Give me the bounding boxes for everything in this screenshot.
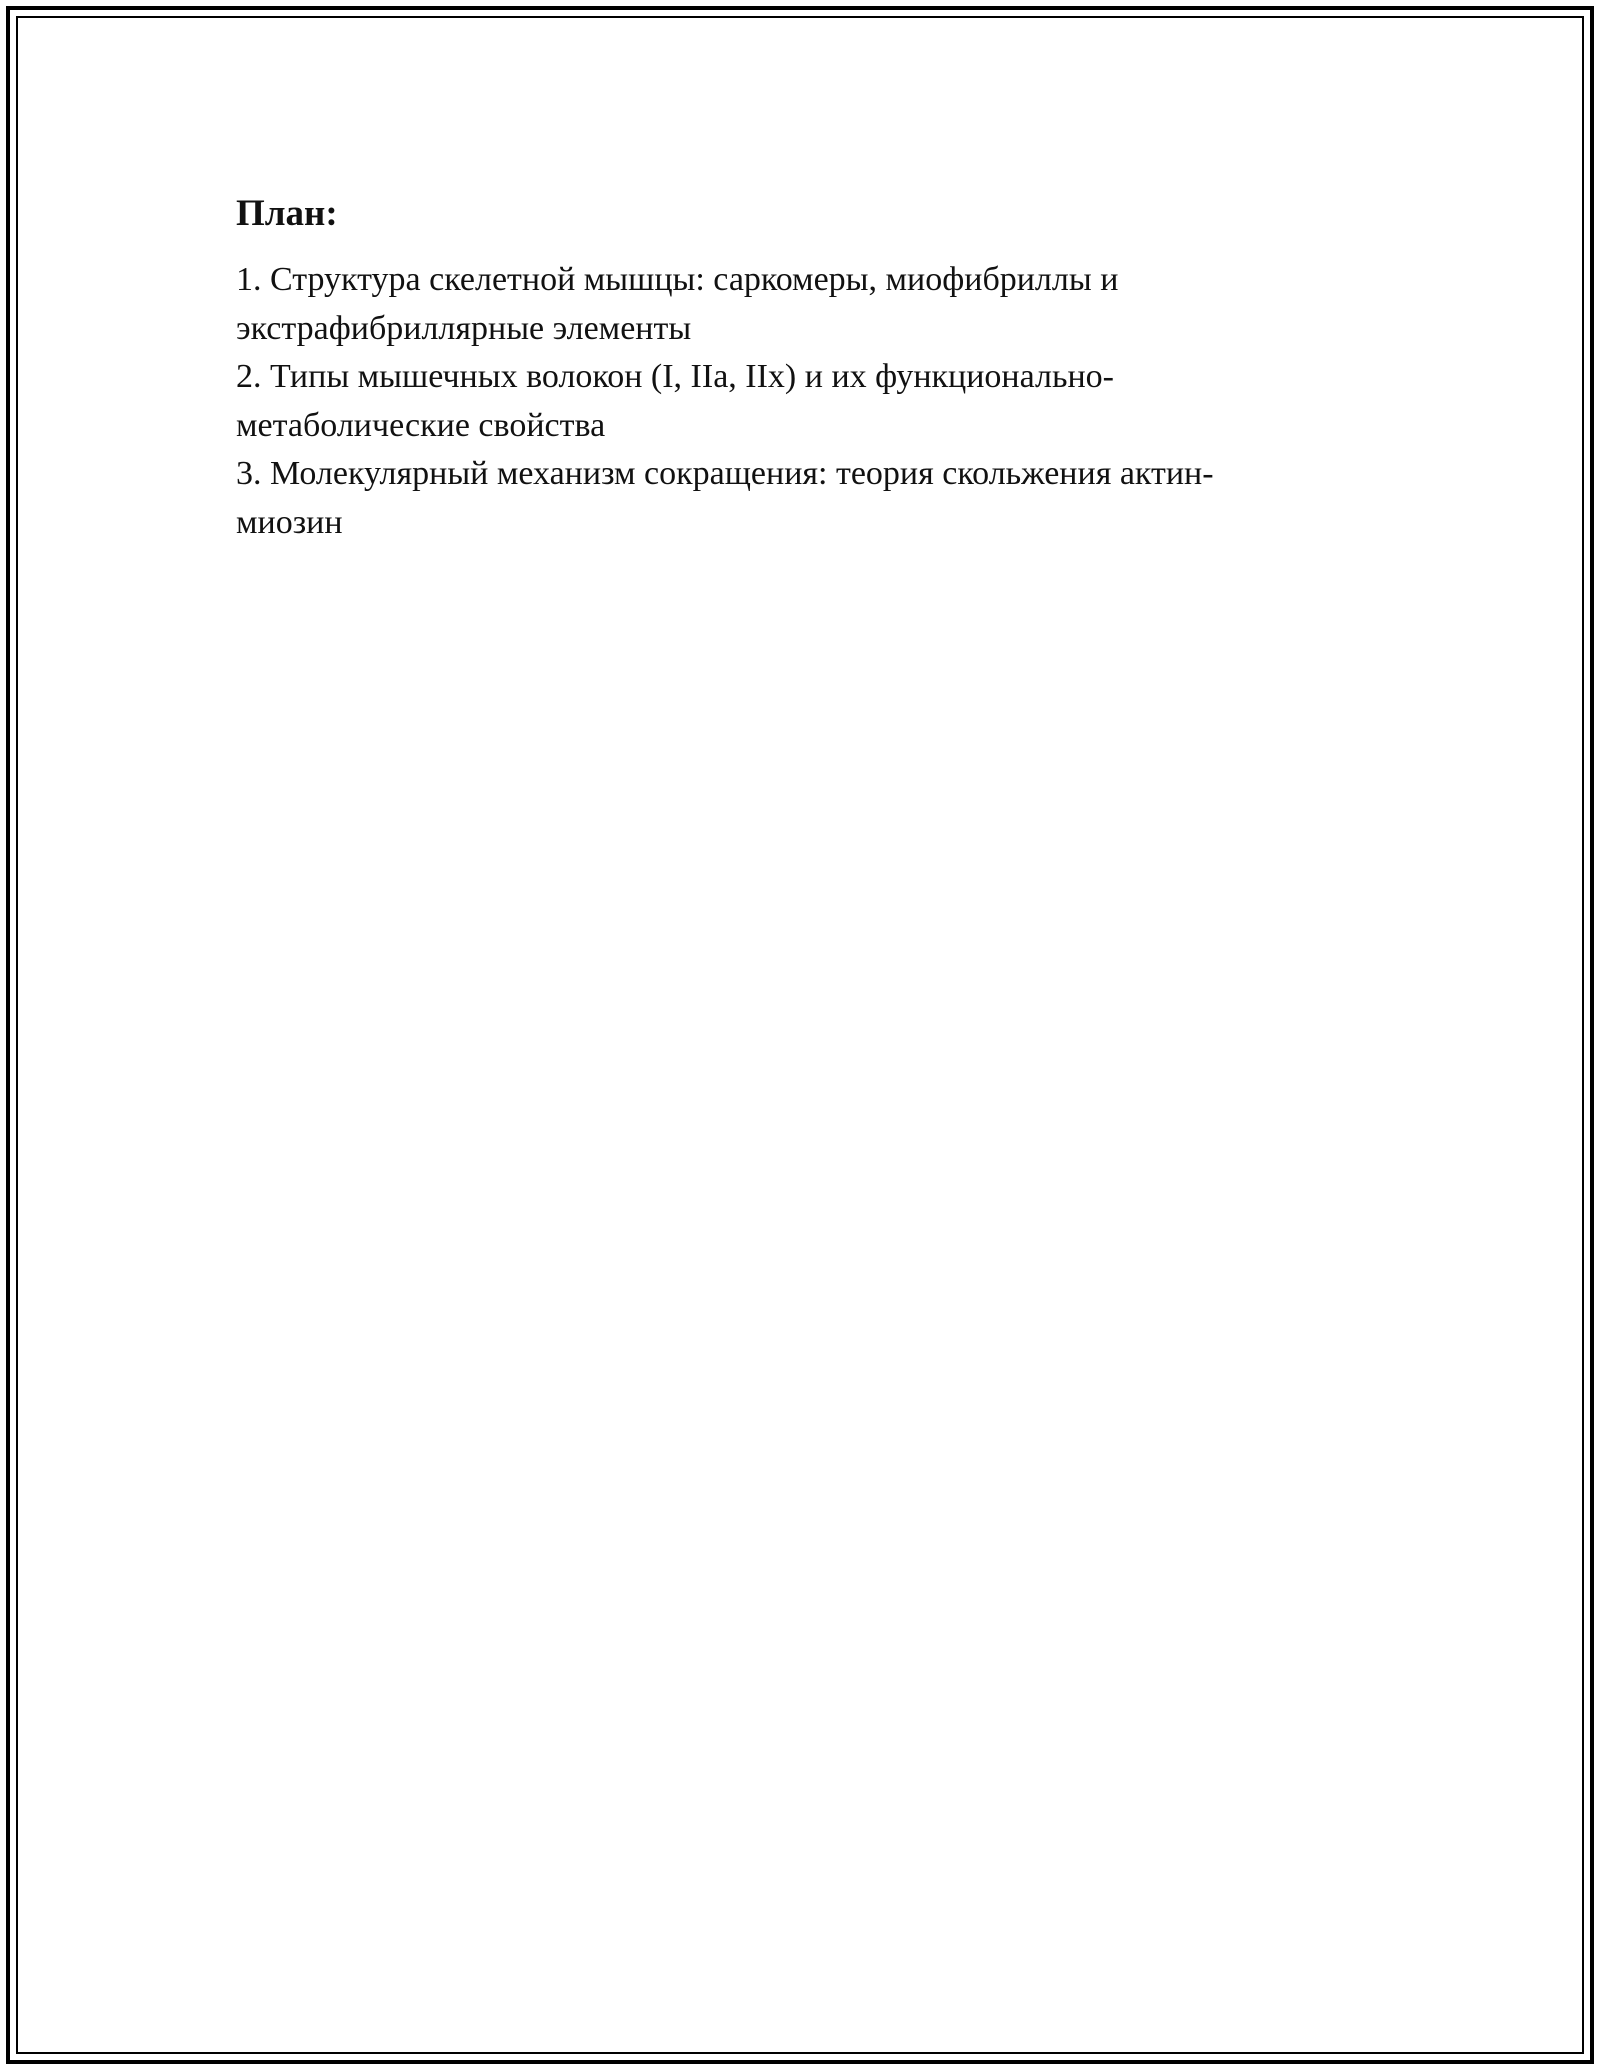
- plan-item-2: [236, 353, 1366, 450]
- plan-item-1: [236, 256, 1366, 353]
- plan-item-1-line-2: экстрафибриллярные элементы: [236, 309, 692, 347]
- plan-list: [236, 256, 1366, 547]
- plan-item-2-line-2: метаболические свойства: [236, 406, 606, 444]
- document-content: [236, 186, 1366, 547]
- plan-item-1-line-1: 1. Структура скелетной мышцы: саркомеры, миофибриллы и: [236, 261, 1119, 298]
- plan-item-3: [236, 450, 1366, 547]
- plan-item-3-line-2: миозин: [236, 503, 343, 541]
- plan-item-3-line-1: 3. Молекулярный механизм сокращения: теория скольжения актин-: [236, 455, 1214, 492]
- plan-item-2-line-1: 2. Типы мышечных волокон (I, IIa, IIx) и их функционально-: [236, 358, 1115, 395]
- plan-heading: План:: [236, 193, 338, 234]
